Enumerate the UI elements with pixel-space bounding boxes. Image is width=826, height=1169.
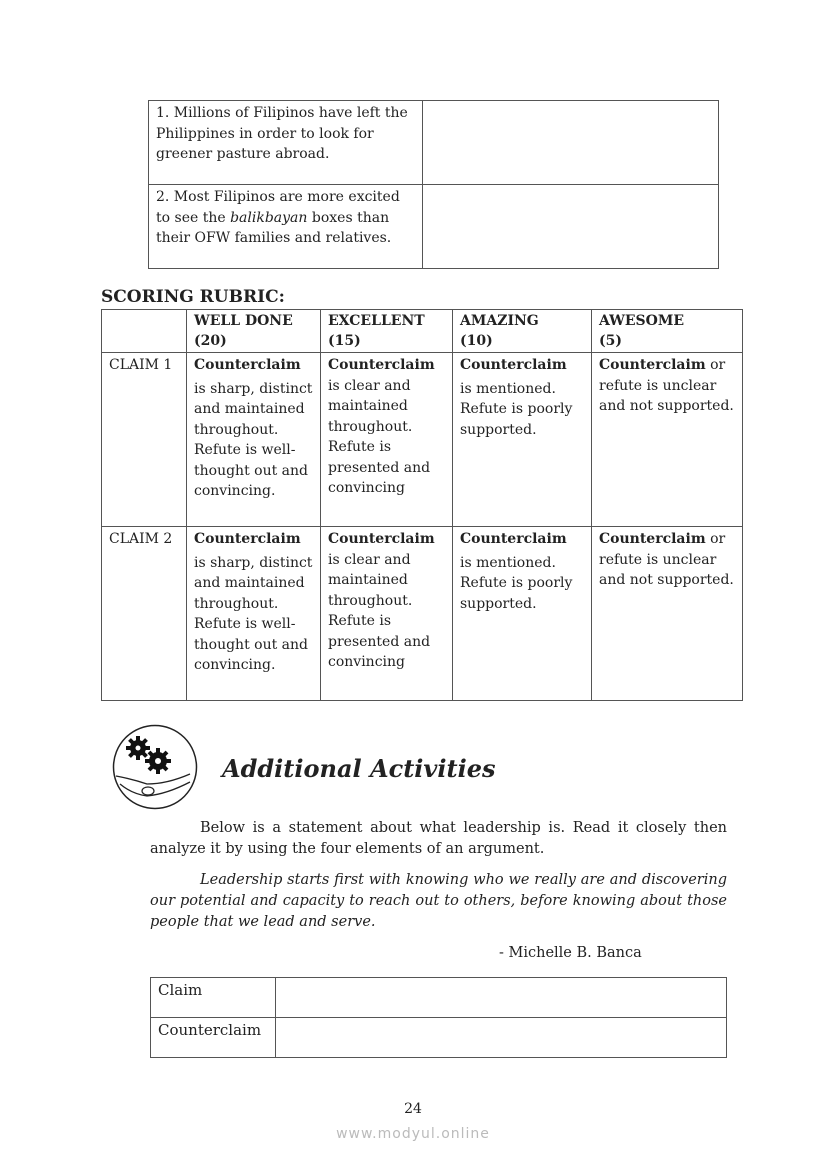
- header-points: (10): [460, 333, 493, 349]
- cell-bold: Counterclaim: [194, 531, 301, 547]
- row-label: CLAIM 2: [102, 527, 187, 701]
- answer-cell[interactable]: [276, 978, 727, 1018]
- header-well-done: [187, 310, 321, 353]
- header-label: AWESOME: [599, 313, 685, 329]
- row-label: CLAIM 1: [102, 353, 187, 527]
- gears-hand-icon: [112, 724, 198, 810]
- cell-text: is clear and maintained throughout. Refute is presented and convincing: [328, 551, 431, 670]
- statement-italic: balikbayan: [230, 209, 308, 226]
- cell-text: or refute is unclear and not supported.: [599, 531, 734, 588]
- rubric-row-claim-1: [102, 353, 743, 527]
- answer-cell[interactable]: [423, 185, 719, 269]
- header-awesome: [592, 310, 743, 353]
- statement-text: 2. Most Filipinos are more excited to see the: [156, 189, 400, 226]
- header-points: (15): [328, 333, 361, 349]
- table-row: [151, 978, 727, 1018]
- answer-cell[interactable]: [276, 1018, 727, 1058]
- rubric-cell: [187, 353, 321, 527]
- rubric-cell: [187, 527, 321, 701]
- cell-bold: Counterclaim: [194, 357, 301, 373]
- rubric-cell: [453, 527, 592, 701]
- argument-elements-table: [150, 977, 727, 1058]
- header-excellent: [321, 310, 453, 353]
- statement-text: boxes than their OFW families and relatives.: [156, 209, 392, 246]
- rubric-cell: [592, 527, 743, 701]
- cell-text: is clear and maintained throughout. Refute is presented and convincing: [328, 377, 431, 496]
- header-points: (5): [599, 333, 622, 349]
- header-points: (20): [194, 333, 227, 349]
- instruction-paragraph: Below is a statement about what leadership is. Read it closely then analyze it by using the four elements of an argument.: [150, 820, 727, 857]
- table-row: [149, 185, 719, 269]
- statement-cell: 1. Millions of Filipinos have left the Philippines in order to look for greener pasture abroad.: [149, 101, 423, 185]
- rubric-cell: [592, 353, 743, 527]
- cell-text: is sharp, distinct and maintained throughout. Refute is well-thought out and convincing.: [194, 380, 313, 499]
- cell-bold: Counterclaim: [328, 531, 435, 547]
- leadership-quote: Leadership starts first with knowing who we really are and discovering our potential and capacity to reach out to others, before knowing about those people that we lead and serve.: [150, 872, 727, 930]
- table-row: [151, 1018, 727, 1058]
- cell-bold: Counterclaim: [599, 531, 706, 547]
- statements-table: [148, 100, 719, 269]
- cell-text: is mentioned. Refute is poorly supported.: [460, 554, 573, 612]
- cell-text: or refute is unclear and not supported.: [599, 357, 734, 414]
- rubric-row-claim-2: [102, 527, 743, 701]
- page-number: 24: [404, 1101, 422, 1117]
- header-amazing: [453, 310, 592, 353]
- empty-header: [102, 310, 187, 353]
- cell-bold: Counterclaim: [460, 531, 567, 547]
- cell-text: is sharp, distinct and maintained throughout. Refute is well-thought out and convincing.: [194, 554, 313, 673]
- cell-text: is mentioned. Refute is poorly supported.: [460, 380, 573, 438]
- header-label: AMAZING: [460, 313, 539, 329]
- answer-cell[interactable]: [423, 101, 719, 185]
- header-label: WELL DONE: [194, 313, 293, 329]
- element-label: Claim: [151, 978, 276, 1018]
- rubric-header-row: [102, 310, 743, 353]
- scoring-rubric-table: [101, 309, 743, 701]
- quote-author: - Michelle B. Banca: [499, 945, 642, 961]
- rubric-cell: [321, 527, 453, 701]
- element-label: Counterclaim: [151, 1018, 276, 1058]
- watermark: www.modyul.online: [336, 1126, 490, 1142]
- header-label: EXCELLENT: [328, 313, 425, 329]
- cell-bold: Counterclaim: [328, 357, 435, 373]
- table-row: [149, 101, 719, 185]
- rubric-title: SCORING RUBRIC:: [101, 287, 285, 307]
- rubric-cell: [453, 353, 592, 527]
- rubric-cell: [321, 353, 453, 527]
- cell-bold: Counterclaim: [599, 357, 706, 373]
- section-title: Additional Activities: [222, 754, 496, 783]
- statement-cell: [149, 185, 423, 269]
- cell-bold: Counterclaim: [460, 357, 567, 373]
